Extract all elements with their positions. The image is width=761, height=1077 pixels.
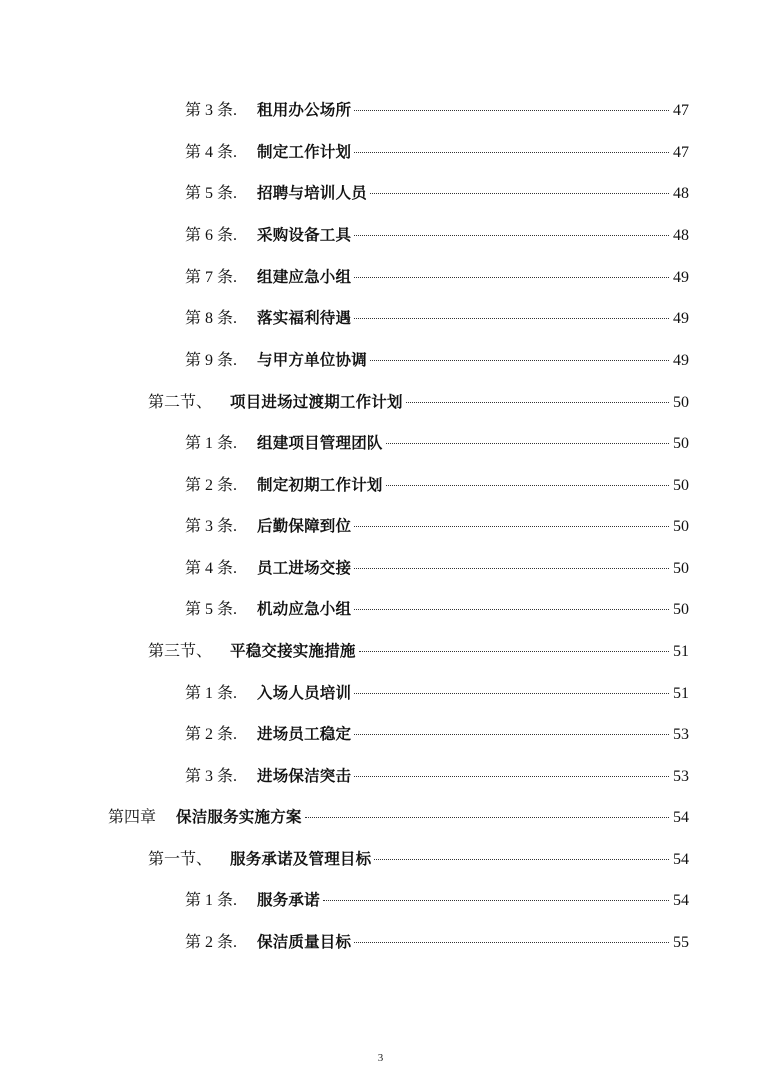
toc-entry-title: 落实福利待遇	[257, 309, 352, 327]
dot-leader	[354, 318, 669, 319]
toc-entry-title: 保洁质量目标	[257, 933, 352, 951]
toc-entry[interactable]	[185, 181, 689, 205]
toc-entry-number: 第 1 条.	[185, 892, 238, 909]
page-number: 3	[377, 1052, 384, 1064]
toc-entry-number: 第 3 条.	[185, 102, 238, 119]
toc-entry-page: 49	[673, 352, 689, 369]
toc-entry-number: 第 2 条.	[185, 726, 238, 743]
toc-entry-title: 后勤保障到位	[257, 517, 352, 535]
toc-entry-title: 保洁服务实施方案	[176, 808, 302, 826]
toc-entry-page: 53	[673, 726, 689, 743]
dot-leader	[323, 900, 669, 901]
toc-entry[interactable]	[185, 223, 689, 247]
toc-entry-number: 第 1 条.	[185, 685, 238, 702]
dot-leader	[386, 443, 669, 444]
toc-entry-number: 第 2 条.	[185, 477, 238, 494]
toc-entry-number: 第三节、	[148, 643, 213, 660]
toc-entry-number: 第 1 条.	[185, 435, 238, 452]
toc-entry[interactable]	[185, 514, 689, 538]
toc-entry-title: 采购设备工具	[257, 226, 352, 244]
toc-entry[interactable]	[185, 348, 689, 372]
toc-entry[interactable]	[185, 473, 689, 497]
toc-entry-title: 服务承诺及管理目标	[230, 850, 372, 868]
toc-entry-section[interactable]	[148, 847, 689, 871]
toc-entry-page: 50	[673, 435, 689, 452]
toc-entry-page: 49	[673, 310, 689, 327]
toc-entry-page: 50	[673, 477, 689, 494]
toc-entry-number: 第 4 条.	[185, 560, 238, 577]
toc-entry-page: 55	[673, 934, 689, 951]
dot-leader	[354, 277, 669, 278]
toc-entry-title: 与甲方单位协调	[257, 351, 367, 369]
toc-entry-title: 租用办公场所	[257, 101, 352, 119]
toc-entry-number: 第 5 条.	[185, 185, 238, 202]
toc-entry-page: 54	[673, 851, 689, 868]
toc-entry-number: 第 3 条.	[185, 518, 238, 535]
dot-leader	[305, 817, 669, 818]
dot-leader	[370, 193, 669, 194]
toc-entry-title: 平稳交接实施措施	[230, 642, 356, 660]
toc-entry-page: 48	[673, 227, 689, 244]
dot-leader	[354, 568, 669, 569]
toc-entry-page: 50	[673, 601, 689, 618]
toc-entry-page: 51	[673, 685, 689, 702]
toc-entry[interactable]	[185, 930, 689, 954]
dot-leader	[354, 526, 669, 527]
toc-entry-chapter[interactable]	[108, 805, 689, 829]
toc-entry-section[interactable]	[148, 639, 689, 663]
toc-entry-number: 第一节、	[148, 851, 213, 868]
toc-entry-title: 制定工作计划	[257, 143, 352, 161]
toc-entry-title: 组建应急小组	[257, 268, 352, 286]
toc-entry[interactable]	[185, 265, 689, 289]
toc-entry-page: 53	[673, 768, 689, 785]
dot-leader	[354, 609, 669, 610]
toc-entry[interactable]	[185, 597, 689, 621]
dot-leader	[406, 402, 669, 403]
toc-entry-page: 47	[673, 144, 689, 161]
toc-entry-title: 服务承诺	[257, 891, 320, 909]
toc-entry-page: 54	[673, 809, 689, 826]
toc-entry[interactable]	[185, 431, 689, 455]
toc-entry-page: 48	[673, 185, 689, 202]
toc-entry[interactable]	[185, 98, 689, 122]
toc-entry-page: 54	[673, 892, 689, 909]
toc-entry[interactable]	[185, 556, 689, 580]
toc-entry[interactable]	[185, 764, 689, 788]
dot-leader	[354, 734, 669, 735]
toc-entry-page: 50	[673, 560, 689, 577]
toc-entry-section[interactable]	[148, 390, 689, 414]
toc-entry[interactable]	[185, 306, 689, 330]
toc-entry-number: 第 7 条.	[185, 269, 238, 286]
toc-entry-title: 进场保洁突击	[257, 767, 352, 785]
toc-entry-page: 51	[673, 643, 689, 660]
toc-entry[interactable]	[185, 140, 689, 164]
toc-entry-title: 项目进场过渡期工作计划	[230, 393, 403, 411]
dot-leader	[354, 235, 669, 236]
toc-entry-number: 第 6 条.	[185, 227, 238, 244]
dot-leader	[386, 485, 669, 486]
toc-entry-page: 50	[673, 394, 689, 411]
toc-entry-number: 第四章	[108, 809, 157, 826]
toc-entry-number: 第 9 条.	[185, 352, 238, 369]
toc-entry[interactable]	[185, 722, 689, 746]
toc-entry-number: 第 5 条.	[185, 601, 238, 618]
toc-entry-page: 50	[673, 518, 689, 535]
dot-leader	[359, 651, 669, 652]
toc-entry-title: 招聘与培训人员	[257, 184, 367, 202]
toc-entry[interactable]	[185, 888, 689, 912]
toc-entry-number: 第二节、	[148, 394, 213, 411]
dot-leader	[354, 693, 669, 694]
toc-entry-number: 第 3 条.	[185, 768, 238, 785]
toc-entry-title: 员工进场交接	[257, 559, 352, 577]
dot-leader	[354, 152, 669, 153]
toc-entry-title: 入场人员培训	[257, 684, 352, 702]
toc-entry-title: 机动应急小组	[257, 600, 352, 618]
toc-entry[interactable]	[185, 681, 689, 705]
dot-leader	[354, 776, 669, 777]
toc-entry-number: 第 4 条.	[185, 144, 238, 161]
dot-leader	[374, 859, 669, 860]
toc-entry-page: 49	[673, 269, 689, 286]
toc-entry-page: 47	[673, 102, 689, 119]
toc-entry-title: 制定初期工作计划	[257, 476, 383, 494]
dot-leader	[370, 360, 669, 361]
toc-entry-number: 第 2 条.	[185, 934, 238, 951]
dot-leader	[354, 110, 669, 111]
toc-entry-title: 进场员工稳定	[257, 725, 352, 743]
dot-leader	[354, 942, 669, 943]
toc-entry-title: 组建项目管理团队	[257, 434, 383, 452]
toc-entry-number: 第 8 条.	[185, 310, 238, 327]
